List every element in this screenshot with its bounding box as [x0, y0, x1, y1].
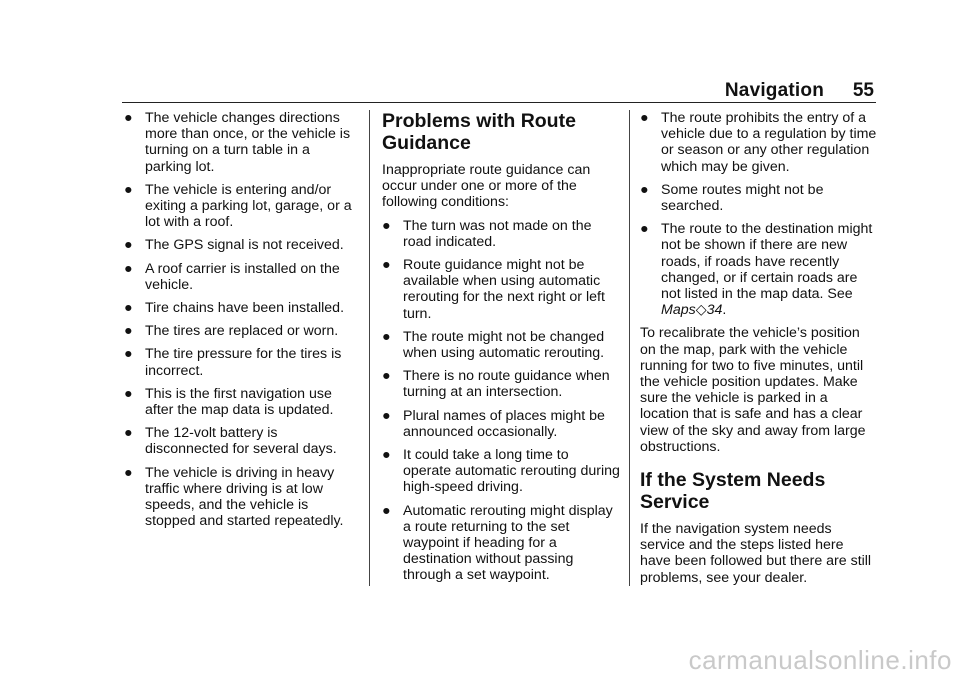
bullet-icon: ●: [382, 447, 391, 464]
bullet-icon: ●: [124, 110, 133, 126]
bullet-icon: ●: [124, 425, 133, 442]
list-item: [124, 346, 360, 378]
list-item-text: Some routes might not be searched.: [661, 181, 824, 215]
sentence-end: .: [722, 302, 727, 319]
page-header: [122, 80, 876, 102]
bullet-icon: ●: [124, 346, 133, 363]
list-item: [382, 408, 620, 440]
watermark-text: carmanualsonline.info: [688, 645, 952, 675]
list-item-text: Automatic rerouting might display a route returning to the set waypoint if heading for a destination without passing through a set waypoint.: [403, 502, 613, 584]
list-item: [124, 261, 360, 293]
bullet-icon: ●: [124, 385, 133, 402]
list-item: [382, 368, 620, 400]
page-ref[interactable]: 34: [706, 302, 723, 319]
column-middle: [382, 110, 620, 591]
section-heading: If the System Needs Service: [640, 469, 826, 514]
bullet-icon: ●: [640, 181, 649, 198]
section-title: Navigation: [724, 80, 824, 101]
column-divider: [369, 110, 370, 586]
intro-paragraph: Inappropriate route guidance can occur under one or more of the following conditions:: [382, 162, 591, 211]
list-item-text: This is the first navigation use after the map data is updated.: [145, 385, 334, 419]
list-item-text: There is no route guidance when turning at an intersection.: [403, 368, 610, 401]
list-item-text: The route prohibits the entry of a vehicle due to a regulation by time or season or any other regulation which may be given.: [661, 110, 877, 175]
list-item: [382, 447, 620, 496]
list-item-text: Route guidance might not be available when using automatic rerouting for the next right or left turn.: [403, 257, 605, 322]
column-left: [124, 110, 360, 536]
list-item-text: The 12-volt battery is disconnected for several days.: [145, 425, 337, 458]
list-item: [124, 300, 360, 316]
list-item-text: Plural names of places might be announced occasionally.: [403, 407, 605, 440]
bullet-icon: ●: [382, 368, 391, 385]
section-heading: Problems with Route Guidance: [382, 110, 576, 154]
list-item-text: The tires are replaced or worn.: [145, 323, 339, 340]
list-item-text: The vehicle changes directions more than once, or the vehicle is turning on a turn table in a parking lot.: [145, 110, 351, 175]
list-item: [124, 465, 360, 530]
bullet-icon: ●: [124, 181, 133, 198]
list-item: [640, 110, 878, 175]
list-item-text: The tire pressure for the tires is incorrect.: [145, 346, 342, 379]
list-item-text: The GPS signal is not received.: [145, 237, 344, 254]
header-rule: [122, 102, 876, 103]
list-item: [382, 257, 620, 322]
list-item: [124, 182, 360, 231]
bullet-icon: ●: [382, 502, 391, 519]
list-item-text: A roof carrier is installed on the vehicle.: [145, 260, 340, 293]
bullet-icon: ●: [124, 464, 133, 481]
bullet-icon: ●: [382, 257, 391, 274]
bullet-icon: ●: [640, 110, 649, 126]
bullet-icon: ●: [382, 217, 391, 234]
list-item-text: It could take a long time to operate automatic rerouting during high-speed driving.: [403, 447, 620, 496]
list-item-text: The vehicle is entering and/or exiting a parking lot, garage, or a lot with a roof.: [145, 181, 352, 231]
list-item: [382, 329, 620, 361]
list-item: [124, 425, 360, 457]
service-paragraph: If the navigation system needs service and the steps listed here have been followed but there are still problems, see your dealer.: [640, 521, 872, 586]
bullet-icon: ●: [640, 221, 649, 238]
list-item: [382, 218, 620, 250]
bullet-icon: ●: [382, 407, 391, 424]
list-item: [640, 221, 878, 318]
list-item-text: The vehicle is driving in heavy traffic where driving is at low speeds, and the vehicle is stopped and started repeatedly.: [145, 464, 344, 530]
bullet-icon: ●: [382, 328, 391, 345]
list-item: [124, 386, 360, 418]
column-right: [640, 110, 878, 593]
list-item-text: The route to the destination might not be shown if there are new roads, if roads have recently changed, or if certain roads are not listed in the map data. See: [661, 221, 873, 303]
list-item-text: The route might not be changed when using automatic rerouting.: [403, 328, 605, 362]
list-item-text: Tire chains have been installed.: [145, 300, 345, 317]
list-item: [382, 503, 620, 584]
bullet-icon: ●: [124, 260, 133, 277]
bullet-icon: ●: [124, 323, 133, 340]
recalibrate-paragraph: To recalibrate the vehicle’s position on the map, park with the vehicle running for two to five minutes, until the vehicle position updates. Make sure the vehicle is parked in a location that is safe and has a clear view of the sky and away from large obstructions.: [640, 325, 866, 455]
bullet-icon: ●: [124, 237, 133, 254]
bullet-icon: ●: [124, 300, 133, 317]
maps-link[interactable]: Maps: [661, 302, 696, 319]
column-divider: [629, 110, 630, 586]
list-item: [124, 237, 360, 253]
page-number: 55: [852, 80, 874, 101]
list-item: [640, 182, 878, 214]
page-ref-arrow-icon: ◇: [695, 302, 707, 319]
list-item: [124, 110, 360, 175]
list-item: [124, 323, 360, 339]
list-item-text: The turn was not made on the road indicated.: [403, 217, 592, 250]
